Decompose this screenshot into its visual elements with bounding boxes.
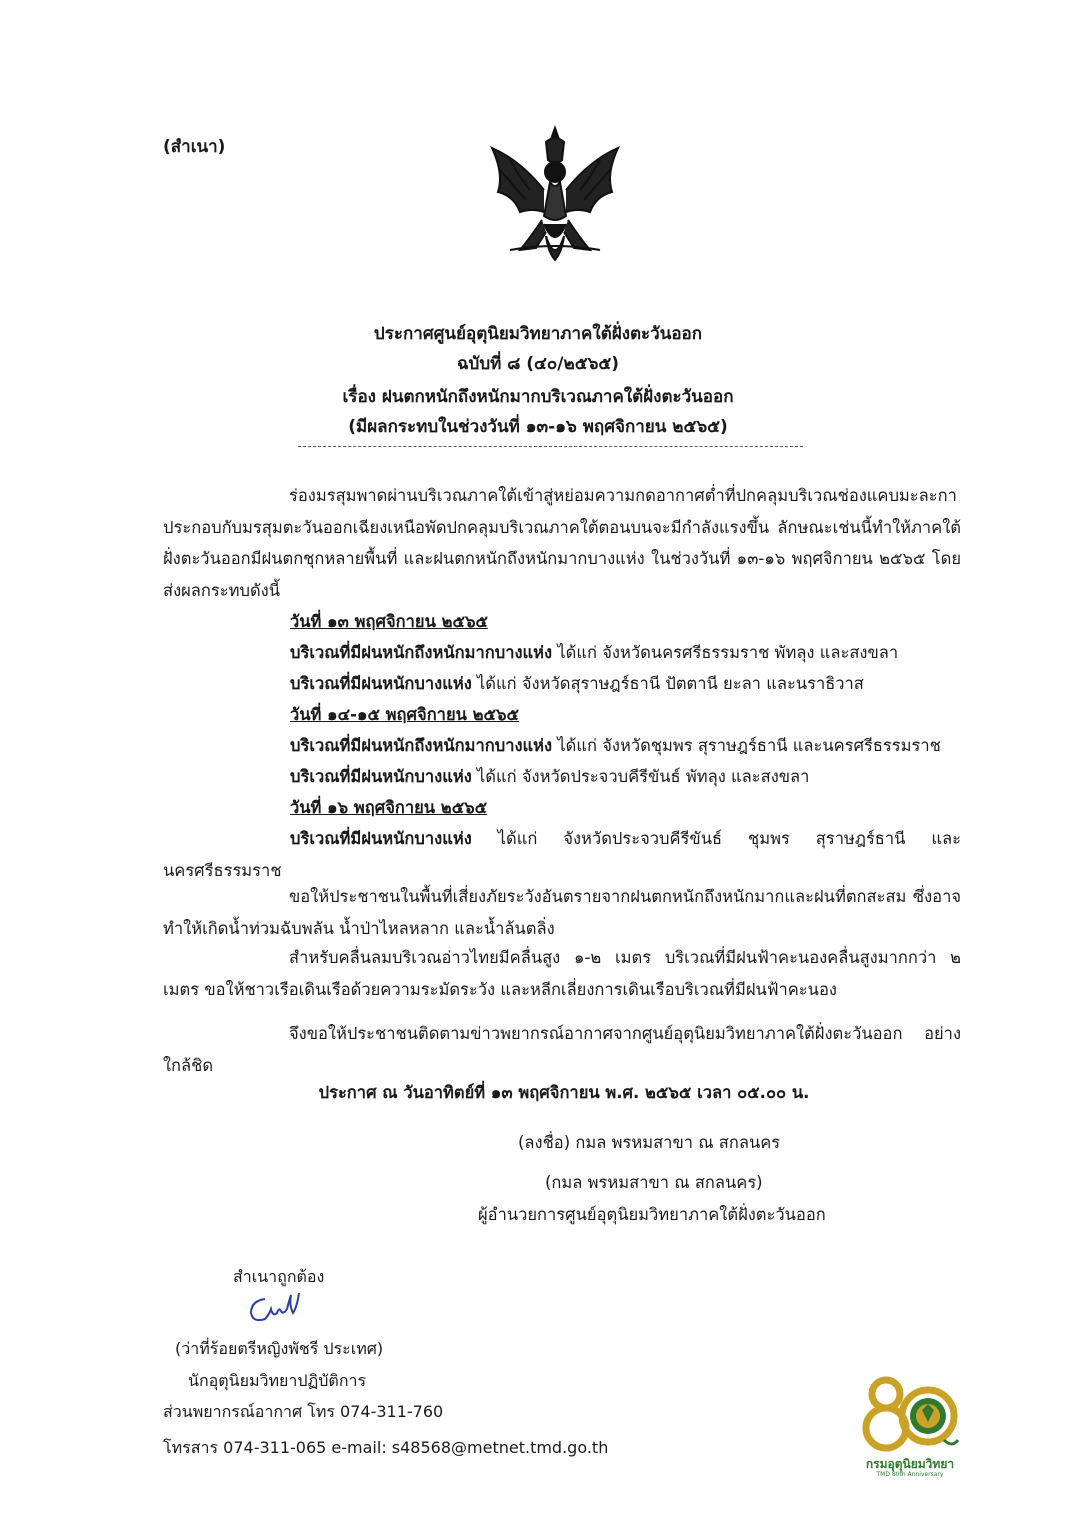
day2-heavy <box>290 730 941 762</box>
warning-paragraph: ขอให้ประชาชนในพื้นที่เสี่ยงภัยระวังอันตรายจากฝนตกหนักถึงหนักมากและฝนที่ตกสะสม ซึ่งอาจทำให้เกิดน้ำท่วมฉับพลัน น้ำป่าไหลหลาก และน้ำล้นตลิ่ง <box>163 887 961 938</box>
intro-paragraph: ร่องมรสุมพาดผ่านบริเวณภาคใต้เข้าสู่หย่อมความกดอากาศต่ำที่ปกคลุมบริเวณช่องแคบมะละกา ประกอบกับมรสุมตะวันออกเฉียงเหนือพัดปกคลุมบริเวณภาคใต้ตอนบนจะมีกำลังแรงขึ้น ลักษณะเช่นนี้ทำให้ภาคใต้ฝั่งตะวันออกมีฝนตกชุกหลายพื้นที่ และฝนตกหนักถึงหนักมากบางแห่ง ในช่วงวันที่ ๑๓-๑๖ พฤศจิกายน ๒๕๖๕ โดยส่งผลกระทบดังนี้ <box>163 486 961 600</box>
certifier-department: ส่วนพยากรณ์อากาศ โทร 074-311-760 <box>163 1402 444 1421</box>
tmd-logo-text: กรมอุตุนิยมวิทยา <box>865 1457 955 1471</box>
day2-heavy-text: ได้แก่ จังหวัดชุมพร สุราษฎร์ธานี และนครศรีธรรมราช <box>552 736 941 755</box>
certified-label: สำเนาถูกต้อง <box>233 1267 325 1286</box>
announcement-subject: เรื่อง ฝนตกหนักถึงหนักมากบริเวณภาคใต้ฝั่งตะวันออก <box>342 387 734 407</box>
handwritten-signature <box>245 1285 301 1325</box>
day1-heavy-text: ได้แก่ จังหวัดนครศรีธรรมราช พัทลุง และสงขลา <box>552 643 899 662</box>
day2-date: วันที่ ๑๔-๑๕ พฤศจิกายน ๒๕๖๕ <box>290 705 519 724</box>
day3-some-label: บริเวณที่มีฝนหนักบางแห่ง <box>290 829 472 848</box>
day3-some-text: ได้แก่ จังหวัดประจวบคีรีขันธ์ ชุมพร สุราษฎร์ธานี และนครศรีธรรมราช <box>163 829 961 880</box>
day2-some-text: ได้แก่ จังหวัดประจวบคีรีขันธ์ พัทลุง และสงขลา <box>471 767 810 786</box>
tmd-80-anniversary-logo-icon <box>860 1370 960 1460</box>
day3-date: วันที่ ๑๖ พฤศจิกายน ๒๕๖๕ <box>290 798 488 817</box>
day1-some <box>290 668 864 700</box>
title-divider <box>298 446 803 447</box>
day1-date: วันที่ ๑๓ พฤศจิกายน ๒๕๖๕ <box>290 612 488 631</box>
certifier-name: (ว่าที่ร้อยตรีหญิงพัชรี ประเทศ) <box>175 1339 384 1358</box>
announcement-date: ประกาศ ณ วันอาทิตย์ที่ ๑๓ พฤศจิกายน พ.ศ. ๒๕๖๕ เวลา ๐๕.๐๐ น. <box>318 1083 810 1102</box>
announcement-number: ฉบับที่ ๘ (๔๐/๒๕๖๕) <box>456 354 620 374</box>
day1-some-text: ได้แก่ จังหวัดสุราษฎร์ธานี ปัตตานี ยะลา และนราธิวาส <box>471 674 864 693</box>
day2-some <box>290 761 809 793</box>
day1-some-label: บริเวณที่มีฝนหนักบางแห่ง <box>290 674 472 693</box>
tmd-logo-subtext: TMD 80th Anniversary <box>876 1471 944 1478</box>
certifier-position: นักอุตุนิยมวิทยาปฏิบัติการ <box>188 1371 367 1390</box>
day3-some <box>163 823 961 886</box>
signer-name: (กมล พรหมสาขา ณ สกลนคร) <box>545 1173 763 1192</box>
signer-position: ผู้อำนวยการศูนย์อุตุนิยมวิทยาภาคใต้ฝั่งตะวันออก <box>478 1205 826 1224</box>
signed-line: (ลงชื่อ) กมล พรหมสาขา ณ สกลนคร <box>518 1133 781 1152</box>
announcement-title: ประกาศศูนย์อุตุนิยมวิทยาภาคใต้ฝั่งตะวันออก <box>373 324 703 344</box>
day2-heavy-label: บริเวณที่มีฝนหนักถึงหนักมากบางแห่ง <box>290 736 553 755</box>
marine-paragraph: สำหรับคลื่นลมบริเวณอ่าวไทยมีคลื่นสูง ๑-๒ เมตร บริเวณที่มีฝนฟ้าคะนองคลื่นสูงมากกว่า ๒ เมตร ขอให้ชาวเรือเดินเรือด้วยความระมัดระวัง และหลีกเลี่ยงการเดินเรือบริเวณที่มีฝนฟ้าคะนอง <box>163 948 961 999</box>
day2-some-label: บริเวณที่มีฝนหนักบางแห่ง <box>290 767 472 786</box>
follow-paragraph: จึงขอให้ประชาชนติดตามข่าวพยากรณ์อากาศจากศูนย์อุตุนิยมวิทยาภาคใต้ฝั่งตะวันออก อย่างใกล้ชิด <box>163 1024 961 1075</box>
certifier-contact: โทรสาร 074-311-065 e-mail: s48568@metnet.tmd.go.th <box>163 1438 609 1457</box>
copy-mark: (สำเนา) <box>163 137 226 157</box>
day1-heavy <box>290 637 898 669</box>
day1-heavy-label: บริเวณที่มีฝนหนักถึงหนักมากบางแห่ง <box>290 643 553 662</box>
announcement-effect-period: (มีผลกระทบในช่วงวันที่ ๑๓-๑๖ พฤศจิกายน ๒๕๖๕) <box>348 417 728 437</box>
garuda-emblem-icon <box>480 120 630 270</box>
